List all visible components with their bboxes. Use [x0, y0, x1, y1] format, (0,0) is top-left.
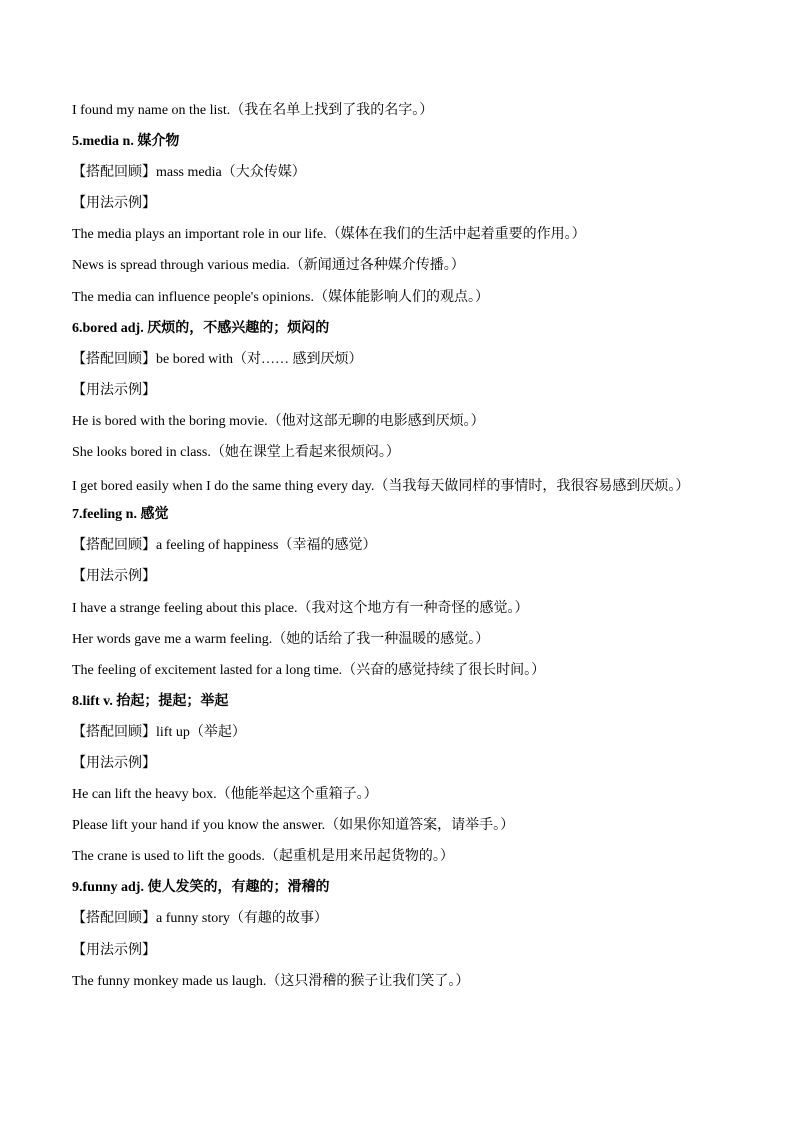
example-sentence: She looks bored in class.（她在课堂上看起来很烦闷。） [72, 445, 400, 461]
example-sentence: News is spread through various media.（新闻通过各种媒介传播。） [72, 258, 465, 274]
example-sentence: He is bored with the boring movie.（他对这部无聊的电影感到厌烦。） [72, 413, 485, 429]
document-body [72, 98, 724, 1000]
entry-heading-media: 5.media n. 媒介物 [72, 134, 180, 150]
example-sentence: The funny monkey made us laugh.（这只滑稽的猴子让我们笑了。） [72, 973, 470, 989]
usage-examples-label: 【用法示例】 [72, 196, 156, 212]
example-sentence: Please lift your hand if you know the answer.（如果你知道答案，请举手。） [72, 818, 515, 834]
entry-heading-lift: 8.lift v. 抬起；提起；举起 [72, 693, 229, 709]
collocation-review: 【搭配回顾】lift up（举起） [72, 724, 246, 740]
entry-heading-funny: 9.funny adj. 使人发笑的，有趣的；滑稽的 [72, 880, 330, 896]
example-sentence: The feeling of excitement lasted for a long time.（兴奋的感觉持续了很长时间。） [72, 662, 546, 678]
entry-heading-feeling: 7.feeling n. 感觉 [72, 507, 169, 523]
usage-examples-label: 【用法示例】 [72, 755, 156, 771]
example-sentence: Her words gave me a warm feeling.（她的话给了我一种温暖的感觉。） [72, 631, 490, 647]
collocation-review: 【搭配回顾】a feeling of happiness（幸福的感觉） [72, 538, 377, 554]
example-sentence: He can lift the heavy box.（他能举起这个重箱子。） [72, 787, 378, 803]
example-sentence: I have a strange feeling about this place.（我对这个地方有一种奇怪的感觉。） [72, 600, 529, 616]
example-sentence: The media plays an important role in our life.（媒体在我们的生活中起着重要的作用。） [72, 227, 586, 243]
example-sentence: The media can influence people's opinions.（媒体能影响人们的观点。） [72, 289, 489, 305]
example-sentence: I get bored easily when I do the same thing every day.（当我每天做同样的事情时，我很容易感到厌烦。） [72, 479, 690, 495]
collocation-review: 【搭配回顾】mass media（大众传媒） [72, 165, 306, 181]
usage-examples-label: 【用法示例】 [72, 382, 156, 398]
example-sentence: I found my name on the list.（我在名单上找到了我的名字。） [72, 103, 434, 118]
collocation-review: 【搭配回顾】a funny story（有趣的故事） [72, 911, 328, 927]
usage-examples-label: 【用法示例】 [72, 942, 156, 958]
entry-heading-bored: 6.bored adj. 厌烦的，不感兴趣的；烦闷的 [72, 320, 330, 336]
collocation-review: 【搭配回顾】be bored with（对…… 感到厌烦） [72, 351, 363, 367]
example-sentence: The crane is used to lift the goods.（起重机是用来吊起货物的。） [72, 849, 454, 865]
usage-examples-label: 【用法示例】 [72, 569, 156, 585]
